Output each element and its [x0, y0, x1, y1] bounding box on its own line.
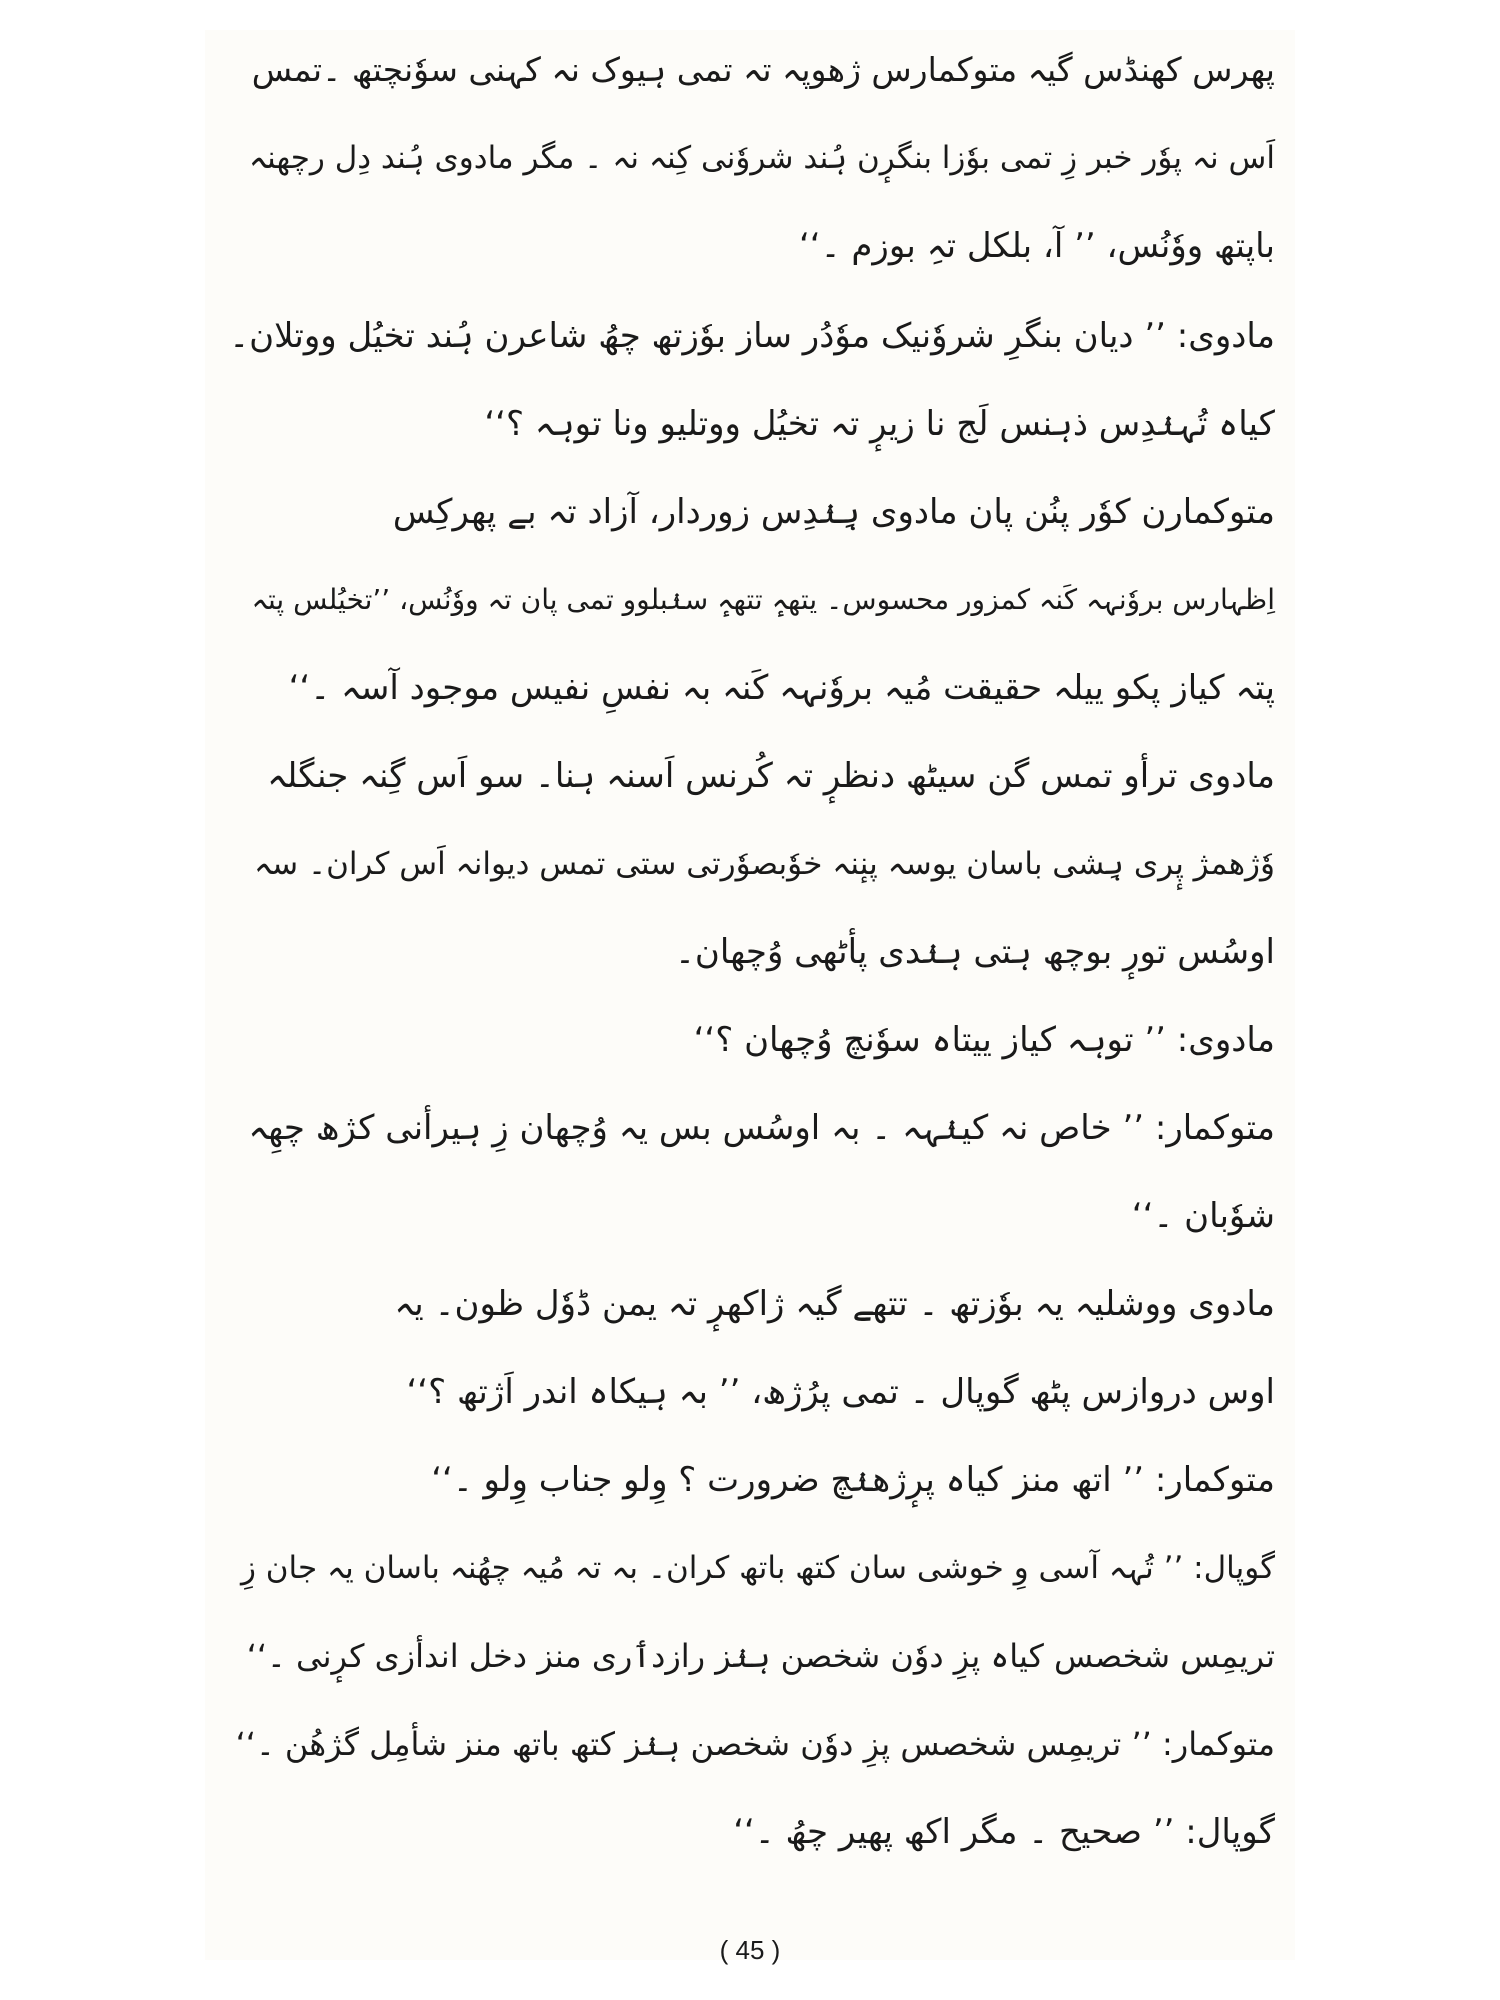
- text-line: گوپال: ’’ صحیح ۔ مگر اکھ پھیر چھُ ۔‘‘: [733, 1812, 1275, 1852]
- text-line: متوکمار: ’’ خاص نہ کینٛہہ ۔ بہ اوسُس بس یہ وُچھان زِ ہیرأنی کژھ چھِہ: [248, 1108, 1275, 1148]
- text-line: پتہ کیاز پکو ییلہ حقیقت مُیہ بروٗنہہ کَنہ بہ نفسِ نفیس موجود آسہ ۔‘‘: [288, 668, 1275, 708]
- text-line: مادوی: ’’ دیان بنگرِ شروٗنیک موٗدُر ساز بوٗزتھ چھُ شاعرن ہُند تخیُل ووتلان۔: [229, 316, 1275, 356]
- text-line: اوس دروازس پٹھ گوپال ۔ تمی پرُژھ، ’’ بہ ہیکاہ اندر اَژتھ ؟‘‘: [406, 1372, 1275, 1412]
- text-line: شوٗبان ۔‘‘: [1131, 1196, 1275, 1236]
- text-line: مادوی: ’’ توہہ کیاز ییتاہ سوٗنچ وُچھان ؟‘‘: [693, 1020, 1275, 1060]
- text-line: اِظہارس بروٗنہہ کَنہ کمزور محسوس۔ یتھہٕ تتھہٕ سنٛبلوو تمی پان تہ ووٗنُس، ’’تخیُلس پتہ: [251, 583, 1275, 616]
- text-line: متوکمارن کوٗر پنُن پان مادوی ہِنٛدِس زوردار، آزاد تہ بے پھرکِس: [392, 492, 1275, 532]
- text-line: متوکمار: ’’ اتھ منز کیاہ پرٕژھنٛچ ضرورت ؟ وِلو جناب وِلو ۔‘‘: [431, 1460, 1275, 1500]
- text-line: گوپال: ’’ تُہہ آسی وِ خوشی سان کتھ باتھ کران۔ بہ تہ مُیہ چھُنہ باسان یہ جان زِ: [240, 1550, 1275, 1586]
- text-line: کیاہ تُہنٛدِس ذہنس لَج نا زیرٕ تہ تخیُل ووتلیو ونا توہہ ؟‘‘: [484, 404, 1275, 444]
- text-line: مادوی ووشلیہ یہ بوٗزتھ ۔ تتھے گیہ ژاکھرٕ تہ یمن ڈوٗل ظون۔ یہ: [394, 1284, 1275, 1324]
- text-line: اَس نہ پوٗر خبر زِ تمی بوٗزا بنگرٕن ہُند شروٗنی کِنہ نہ ۔ مگر مادوی ہُند دِل رچھنہ: [248, 140, 1275, 176]
- text-line: باپتھ ووٗنُس، ’’ آ، بلکل تہِ بوزم ۔‘‘: [799, 226, 1275, 266]
- text-line: متوکمار: ’’ تریمِس شخصس پزِ دوٗن شخصن ہنٛز کتھ باتھ منز شأمِل گژھُن ۔‘‘: [235, 1725, 1275, 1763]
- page-number: ( 45 ): [719, 1935, 781, 1965]
- text-line: وٗژھمژ پٕری ہِشی باسان یوسہ پنٕنہ خوٗبصوٗرتی ستی تمس دیوانہ اَس کران۔ سہ: [254, 846, 1275, 882]
- text-line: مادوی ترأو تمس گن سیٹھ دنظرٕ تہ کُرنس اَسنہ ہنا۔ سو اَس گِنہ جنگلہ: [267, 756, 1275, 796]
- text-line: پھرس کھنڈس گیہ متوکمارس ژھوپہ تہ تمی ہیوک نہ کہنی سوٗنچتھ ۔تمس: [251, 50, 1275, 89]
- text-line: تریمِس شخصس کیاہ پزِ دوٗن شخصن ہنٛز رازدٲری منز دخل اندأزی کرٕنی ۔‘‘: [246, 1637, 1275, 1675]
- text-line: اوسُس تورٕ بوچھ ہتی ہنٛدی پأٹھی وُچھان۔: [675, 932, 1275, 972]
